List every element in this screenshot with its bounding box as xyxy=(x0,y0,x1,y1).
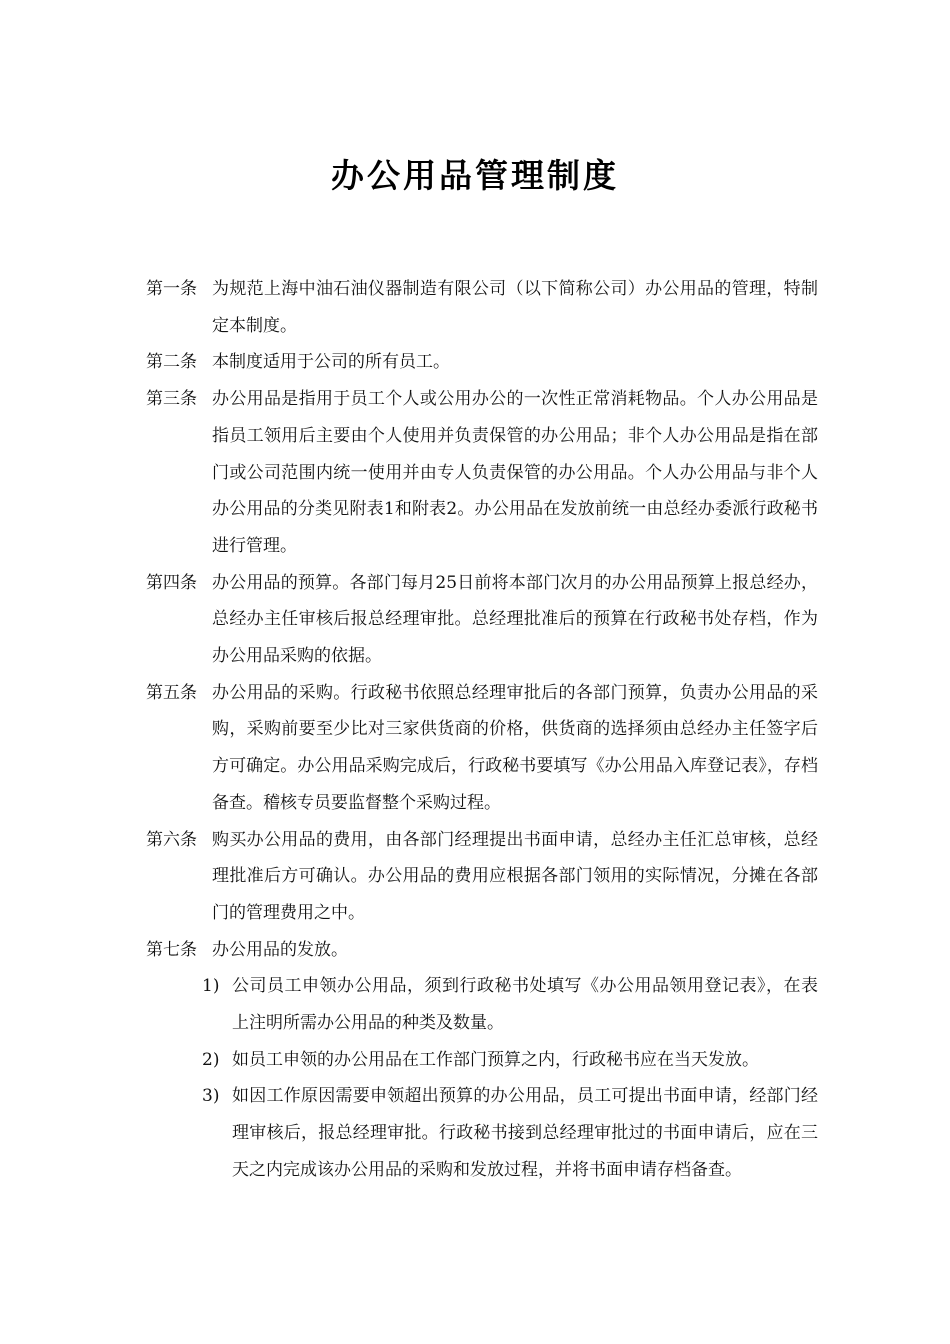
list-item-number: 1) xyxy=(202,976,220,997)
article-text: 办公用品的预算。各部门每月25日前将本部门次月的办公用品预算上报总经办，总经办主任审核后报总经理审批。总经理批准后的预算在行政秘书处存档，作为办公用品采购的依据。 xyxy=(212,572,818,667)
list-item-number: 3) xyxy=(202,1086,220,1107)
list-item xyxy=(146,968,818,1041)
article-label: 第二条 xyxy=(146,352,197,373)
article-2 xyxy=(146,344,818,381)
article-1 xyxy=(146,271,818,344)
article-label: 第七条 xyxy=(146,939,197,960)
list-item-text: 如员工申领的办公用品在工作部门预算之内，行政秘书应在当天发放。 xyxy=(232,1049,759,1070)
article-3 xyxy=(146,381,818,565)
article-4 xyxy=(146,565,818,675)
list-item xyxy=(146,1042,818,1079)
list-item xyxy=(146,1078,818,1188)
article-text: 购买办公用品的费用，由各部门经理提出书面申请，总经办主任汇总审核，总经理批准后方可确认。办公用品的费用应根据各部门领用的实际情况，分摊在各部门的管理费用之中。 xyxy=(212,829,818,923)
article-7-sub-list xyxy=(146,968,818,1188)
article-text: 办公用品的采购。行政秘书依照总经理审批后的各部门预算，负责办公用品的采购，采购前要至少比对三家供货商的价格，供货商的选择须由总经办主任签字后方可确定。办公用品采购完成后，行政秘书要填写《办公用品入库登记表》，存档备查。稽核专员要监督整个采购过程。 xyxy=(212,682,818,813)
list-item-text: 如因工作原因需要申领超出预算的办公用品，员工可提出书面申请，经部门经理审核后，报总经理审批。行政秘书接到总经理审批过的书面申请后，应在三天之内完成该办公用品的采购和发放过程，并将书面申请存档备查。 xyxy=(232,1086,818,1180)
article-text: 本制度适用于公司的所有员工。 xyxy=(212,352,450,373)
article-label: 第六条 xyxy=(146,829,197,850)
article-text: 办公用品是指用于员工个人或公用办公的一次性正常消耗物品。个人办公用品是指员工领用后主要由个人使用并负责保管的办公用品；非个人办公用品是指在部门或公司范围内统一使用并由专人负责保管的办公用品。个人办公用品与非个人办公用品的分类见附表1和附表2。办公用品在发放前统一由总经办委派行政秘书进行管理。 xyxy=(212,389,818,556)
article-label: 第一条 xyxy=(146,279,197,299)
article-7 xyxy=(146,932,818,969)
article-5 xyxy=(146,675,818,822)
list-item-text: 公司员工申领办公用品，须到行政秘书处填写《办公用品领用登记表》，在表上注明所需办公用品的种类及数量。 xyxy=(232,976,818,1034)
document-body xyxy=(146,271,818,1189)
list-item-number: 2) xyxy=(202,1049,220,1070)
article-6 xyxy=(146,822,818,932)
article-label: 第四条 xyxy=(146,572,197,593)
article-label: 第五条 xyxy=(146,682,197,703)
article-text: 为规范上海中油石油仪器制造有限公司（以下简称公司）办公用品的管理，特制定本制度。 xyxy=(212,279,818,336)
article-text: 办公用品的发放。 xyxy=(212,939,348,960)
document-title: 办公用品管理制度 xyxy=(331,156,619,195)
article-label: 第三条 xyxy=(146,389,197,410)
